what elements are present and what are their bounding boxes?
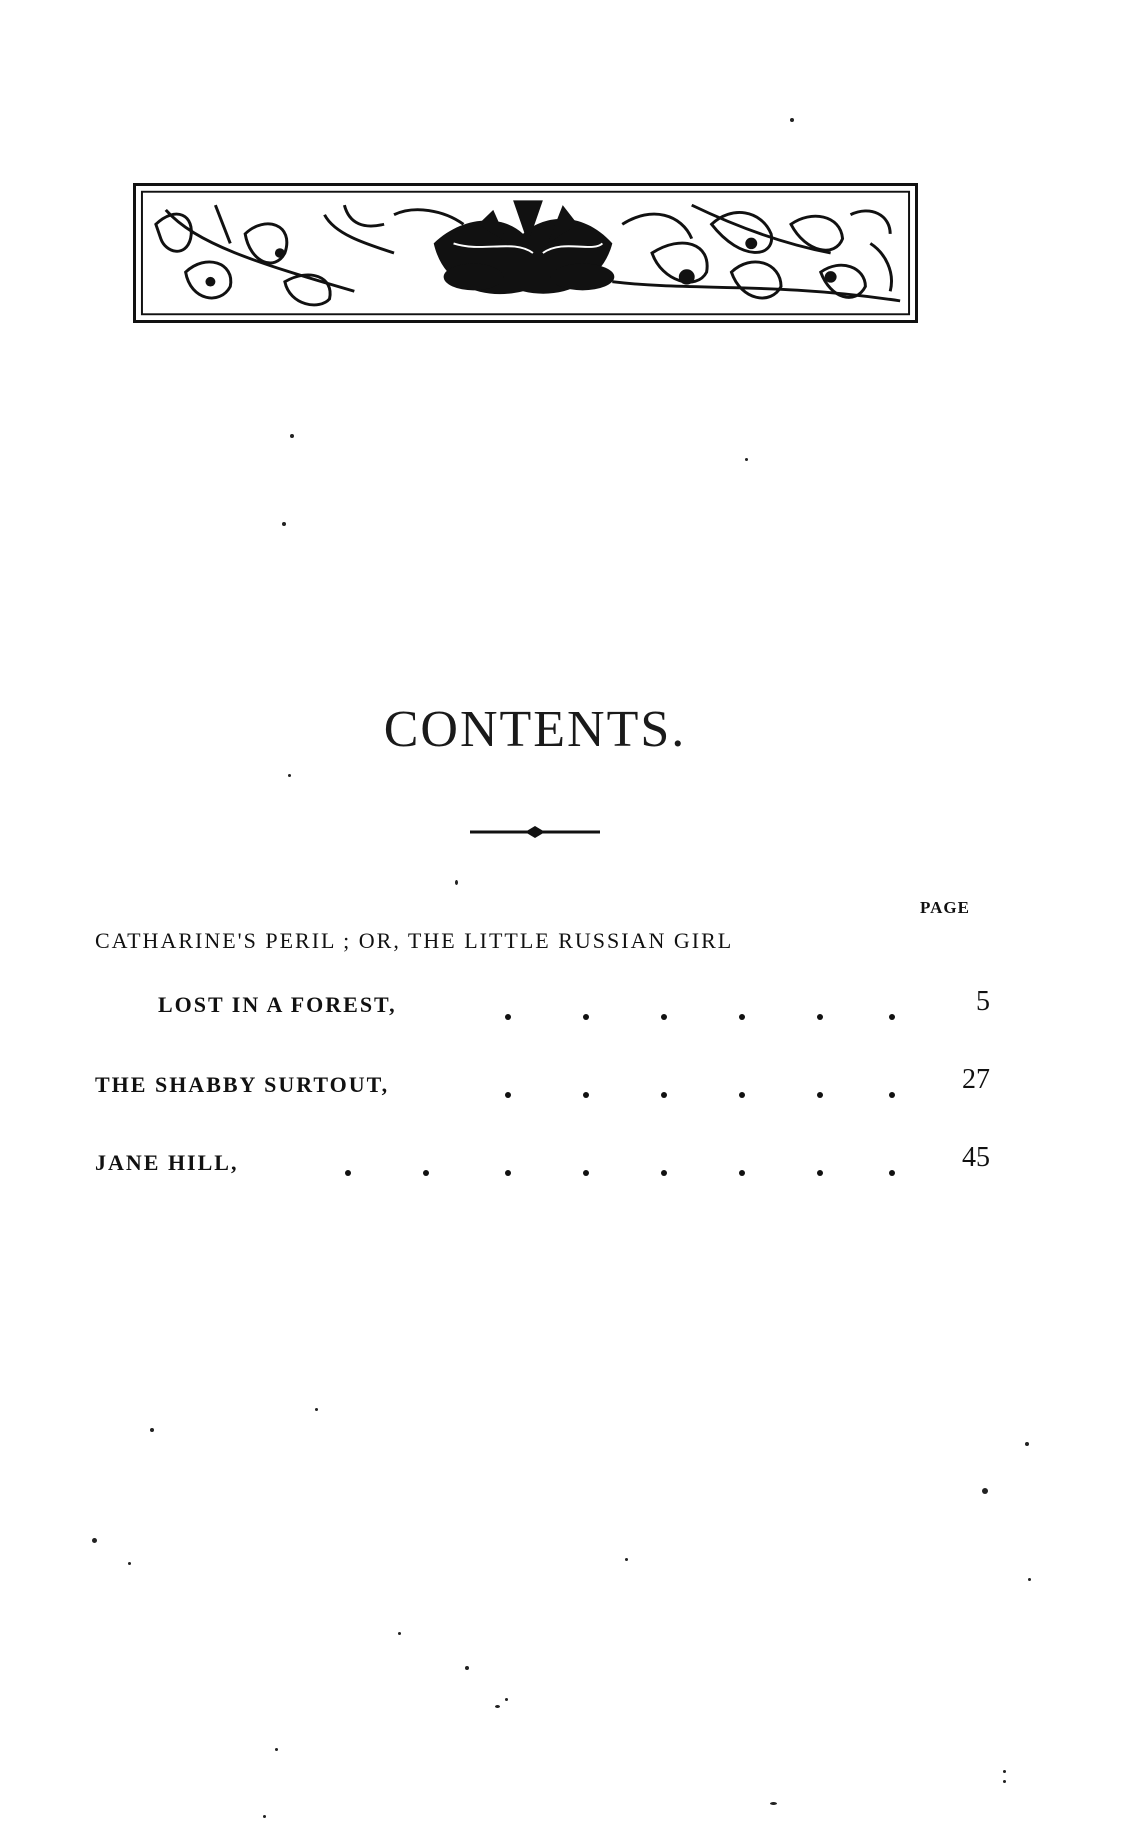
scan-speck	[1003, 1770, 1006, 1773]
scan-speck	[263, 1815, 266, 1818]
diamond-rule-divider	[470, 826, 600, 838]
toc-entry-3-page-number: 45	[962, 1142, 990, 1173]
scan-speck	[1028, 1578, 1031, 1581]
scan-speck	[790, 118, 794, 122]
scan-speck	[1025, 1442, 1029, 1446]
scan-speck	[150, 1428, 154, 1432]
toc-entry-3-dot-leaders	[345, 1164, 895, 1184]
scan-speck	[288, 774, 291, 777]
scan-speck	[745, 458, 748, 461]
scan-speck	[290, 434, 294, 438]
page-title: CONTENTS.	[383, 701, 687, 758]
scan-speck	[275, 1748, 278, 1751]
scan-speck	[1003, 1780, 1006, 1783]
scan-speck	[128, 1562, 131, 1565]
toc-entry-1-page-number: 5	[976, 986, 990, 1017]
floral-headpiece-illustration	[133, 183, 918, 323]
toc-entry-2-page-number: 27	[962, 1064, 990, 1095]
toc-entry-1-title-line2: LOST IN A FOREST,	[158, 992, 397, 1017]
toc-entry-3-title: JANE HILL,	[95, 1150, 239, 1175]
floral-headpiece-drawing	[136, 186, 915, 320]
scan-speck	[315, 1408, 318, 1411]
toc-entry-1-title-line1: CATHARINE'S PERIL ; OR, THE LITTLE RUSSIAN GIRL	[95, 928, 734, 953]
scan-speck	[982, 1488, 988, 1494]
scan-speck	[505, 1698, 508, 1701]
toc-entry-1-dot-leaders	[505, 1008, 895, 1028]
scan-speck	[398, 1632, 401, 1635]
scan-speck	[625, 1558, 628, 1561]
scan-speck	[770, 1802, 777, 1805]
scan-speck	[455, 880, 458, 885]
page-column-header: PAGE	[920, 898, 970, 917]
scan-speck	[92, 1538, 97, 1543]
toc-entry-2-title: THE SHABBY SURTOUT,	[95, 1072, 390, 1097]
scan-speck	[495, 1705, 500, 1708]
scan-speck	[282, 522, 286, 526]
toc-entry-2-dot-leaders	[505, 1086, 895, 1106]
scan-speck	[465, 1666, 469, 1670]
